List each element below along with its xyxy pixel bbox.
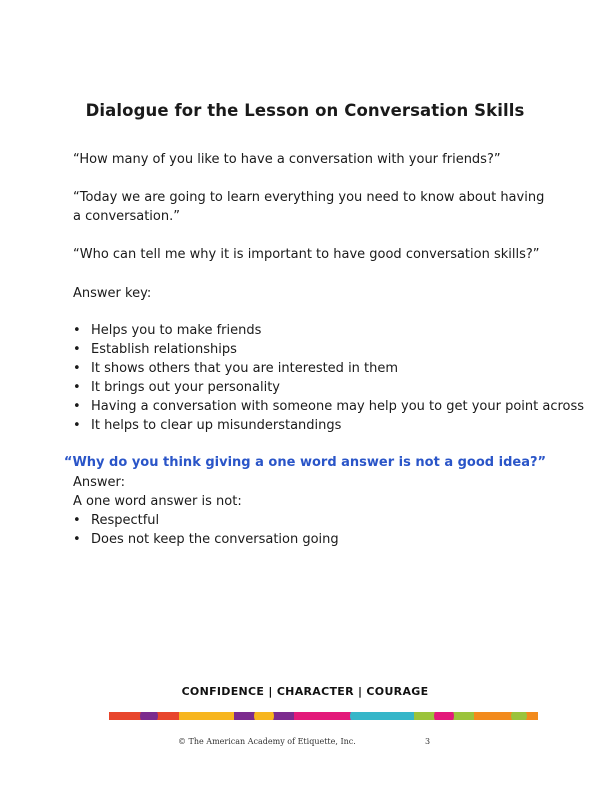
list-item — [73, 397, 584, 416]
bullet-icon: • — [73, 361, 81, 376]
list-item — [73, 416, 584, 435]
page-number: 3 — [425, 737, 431, 746]
list-item — [73, 340, 584, 359]
decorative-stripe — [109, 712, 538, 720]
list-item-text: Respectful — [91, 513, 160, 528]
list-item-text: It shows others that you are interested in them — [91, 361, 399, 376]
paragraph-3: “Who can tell me why it is important to have good conversation skills?” — [73, 247, 540, 262]
bullet-icon: • — [73, 323, 81, 338]
stripe-dot-3 — [350, 712, 368, 720]
answer-label: Answer: — [73, 475, 126, 490]
copyright-notice: © The American Academy of Etiquette, Inc. — [178, 737, 356, 746]
paragraph-1: “How many of you like to have a conversation with your friends?” — [73, 152, 501, 167]
answer-list — [73, 511, 339, 549]
list-item — [73, 321, 584, 340]
answer-intro: A one word answer is not: — [73, 494, 242, 509]
stripe-dot-2 — [254, 712, 274, 720]
answer-key-label: Answer key: — [73, 286, 152, 301]
bullet-icon: • — [73, 342, 81, 357]
bullet-icon: • — [73, 513, 81, 528]
stripe-band-7 — [474, 712, 538, 720]
list-item-text: Does not keep the conversation going — [91, 532, 339, 547]
list-item — [73, 378, 584, 397]
bullet-icon: • — [73, 380, 81, 395]
stripe-band-2 — [179, 712, 234, 720]
list-item-text: It helps to clear up misunderstandings — [91, 418, 342, 433]
list-item-text: It brings out your personality — [91, 380, 280, 395]
stripe-dot-4 — [434, 712, 454, 720]
page-title: Dialogue for the Lesson on Conversation Skills — [85, 101, 525, 120]
list-item — [73, 530, 339, 549]
list-item — [73, 511, 339, 530]
discussion-question: “Why do you think giving a one word answer is not a good idea?” — [63, 455, 547, 470]
list-item — [73, 359, 584, 378]
stripe-band-4 — [294, 712, 359, 720]
stripe-dot-5 — [511, 712, 527, 720]
answer-key-list — [73, 321, 584, 435]
stripe-dot-1 — [140, 712, 158, 720]
list-item-text: Establish relationships — [91, 342, 237, 357]
paragraph-2: “Today we are going to learn everything you need to know about having a conversation.” — [73, 190, 545, 224]
bullet-icon: • — [73, 532, 81, 547]
bullet-icon: • — [73, 399, 81, 414]
bullet-icon: • — [73, 418, 81, 433]
footer-tagline: CONFIDENCE | CHARACTER | COURAGE — [181, 685, 429, 698]
list-item-text: Helps you to make friends — [91, 323, 262, 338]
list-item-text: Having a conversation with someone may help you to get your point across — [91, 399, 585, 414]
